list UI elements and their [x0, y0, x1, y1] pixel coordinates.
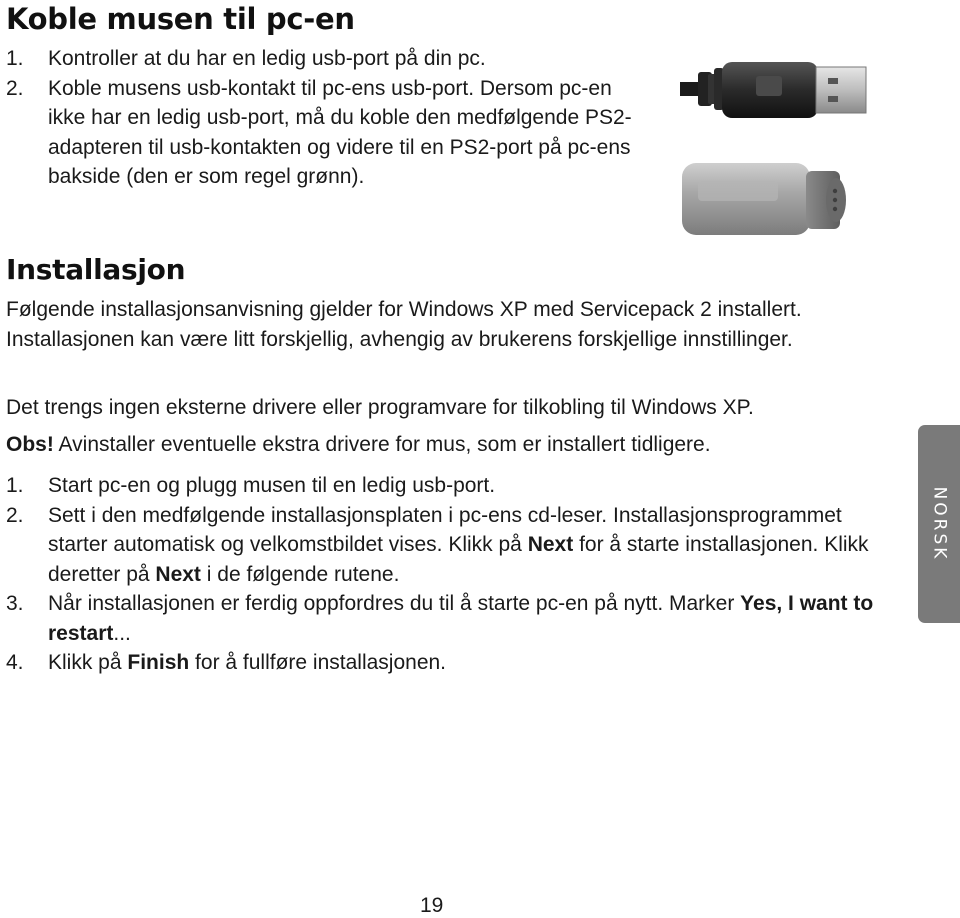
step-number: 1.: [6, 474, 24, 497]
list-item: [6, 648, 886, 678]
step-text: [48, 589, 886, 648]
list-item: [6, 44, 646, 74]
step-text-part: ...: [113, 621, 131, 645]
step-text-part: Sett i den medfølgende installasjonsplaten i pc-ens cd-leser. Installasjonsprogrammet starter automatisk og velkomstbildet vises. Klikk på: [48, 503, 842, 556]
note-label: Obs!: [6, 433, 54, 456]
step-text-part: for å fullføre installasjonen.: [189, 651, 447, 674]
next-label: Next: [155, 562, 201, 586]
step-text: Kontroller at du har en ledig usb-port på din pc.: [48, 47, 486, 70]
install-note-paragraph: [6, 430, 886, 460]
language-label: NORSK: [929, 486, 950, 562]
step-text-part: Når installasjonen er ferdig oppfordres du til å starte pc-en på nytt. Marker: [48, 592, 741, 615]
step-number: 4.: [6, 651, 24, 674]
section-title-install: Installasjon: [6, 253, 186, 286]
step-text-part: i de følgende rutene.: [200, 562, 400, 586]
next-label: Next: [527, 533, 574, 556]
step-text-part: for å starte installasjonen. Klikk deretter på: [48, 533, 869, 586]
install-intro-paragraph: Følgende installasjonsanvisning gjelder for Windows XP med Servicepack 2 installert. Installasjonen kan være litt forskjellig, avhengig av brukerens forskjellige innstillinger.: [6, 298, 802, 351]
list-item: [6, 74, 646, 192]
step-text-part: Klikk på: [48, 651, 128, 674]
page-number: 19: [420, 894, 444, 917]
step-number: 3.: [6, 592, 24, 615]
step-text: Start pc-en og plugg musen til en ledig usb-port.: [48, 474, 496, 497]
step-number: 1.: [6, 47, 24, 70]
list-item: [6, 589, 886, 648]
step-number: 2.: [6, 503, 24, 527]
list-item: [6, 471, 886, 501]
step-text: Koble musens usb-kontakt til pc-ens usb-port. Dersom pc-en ikke har en ledig usb-port, må du koble den medfølgende PS2-adapteren til usb-kontakten og videre til en PS2-port på pc-ens bakside (den er som regel grønn).: [48, 76, 632, 188]
finish-label: Finish: [127, 651, 190, 674]
note-text: Avinstaller eventuelle ekstra drivere for mus, som er installert tidligere.: [53, 433, 711, 456]
step-number: 2.: [6, 76, 24, 100]
usb-connector-image: [678, 50, 868, 130]
language-side-tab: [918, 425, 960, 623]
install-drivers-paragraph: Det trengs ingen eksterne drivere eller programvare for tilkobling til Windows XP.: [6, 396, 754, 419]
list-item: [6, 501, 886, 590]
install-steps-list: [6, 471, 886, 678]
step-text: [48, 648, 446, 678]
ps2-adapter-image: [678, 155, 858, 241]
step-text: [48, 501, 886, 590]
connect-steps-list: [6, 44, 646, 192]
section-title-connect: Koble musen til pc-en: [6, 2, 355, 36]
restart-option-label: Yes, I want to restart: [48, 592, 874, 645]
